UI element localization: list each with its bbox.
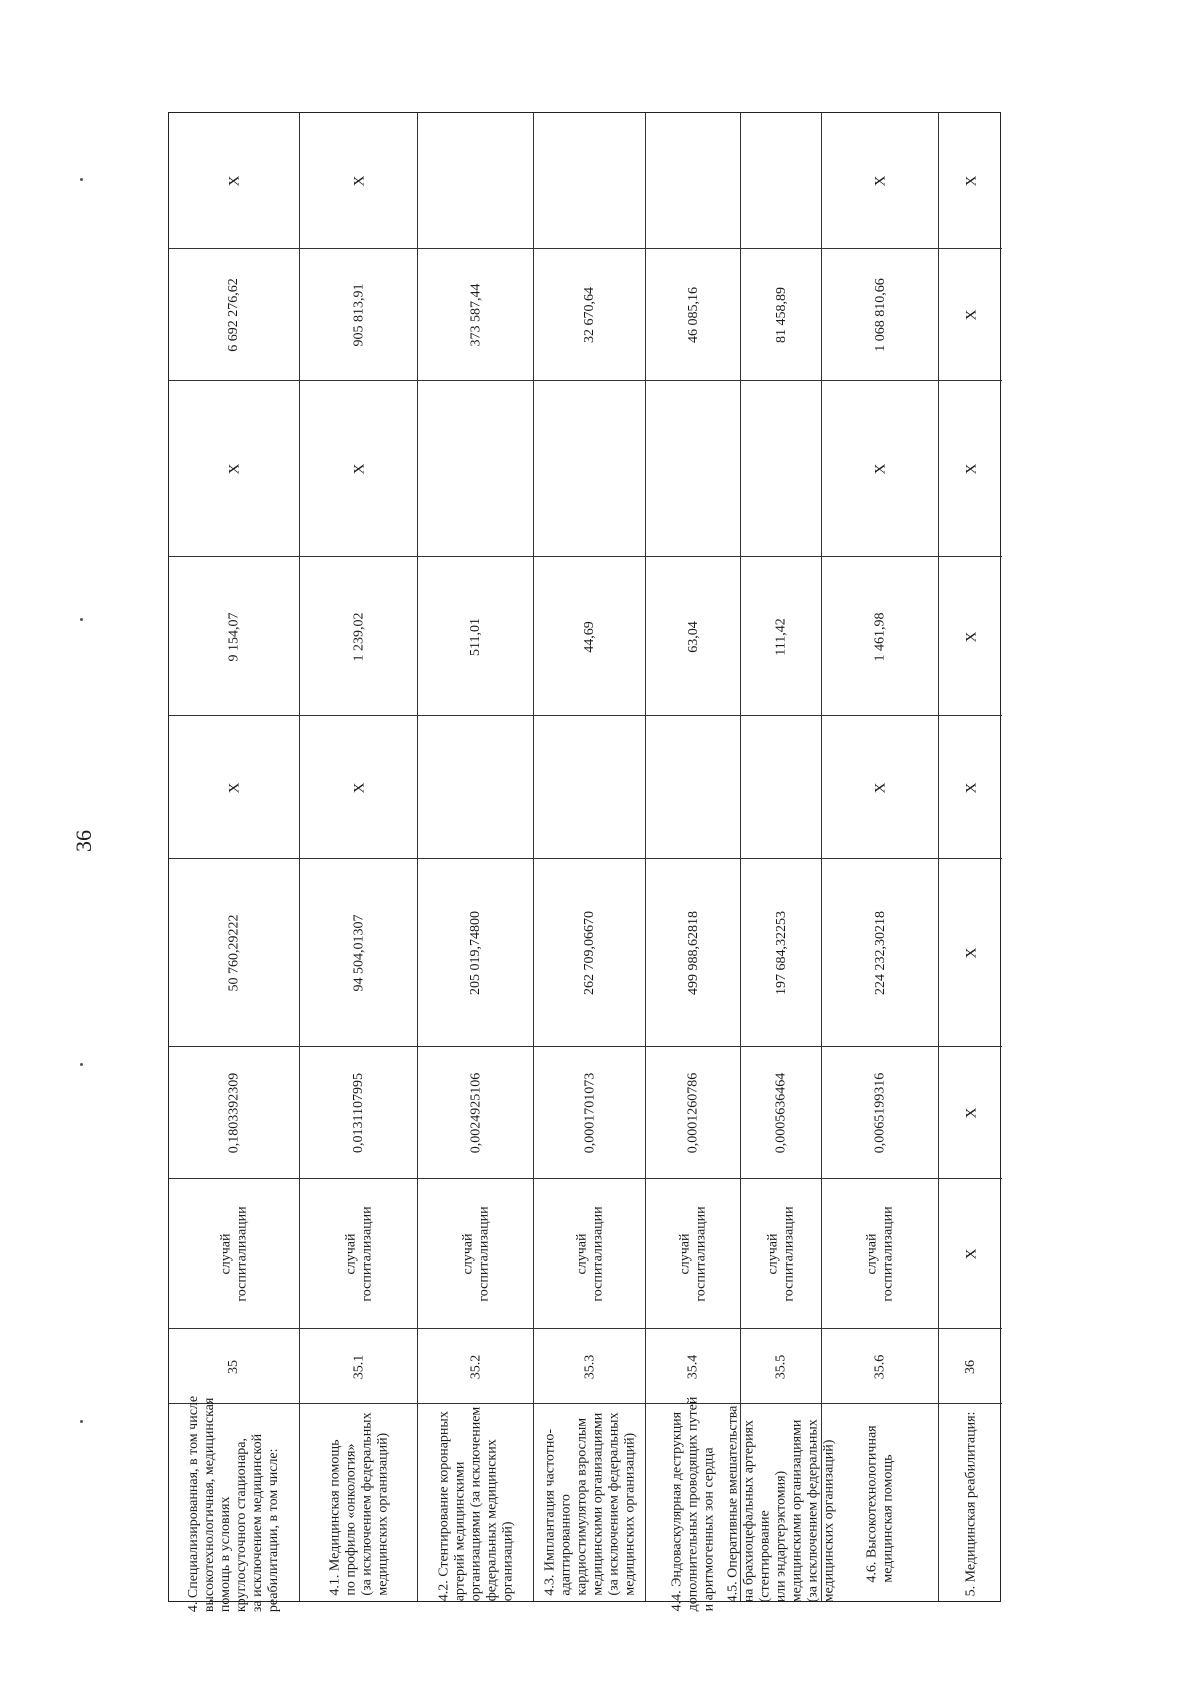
- unit-cell-text: случай госпитализации: [765, 1206, 797, 1302]
- table-row: [533, 113, 645, 1601]
- col10-cell: [741, 113, 821, 248]
- cost-cell-text: 205 019,74800: [468, 911, 483, 995]
- unit-cell: [646, 1178, 740, 1328]
- cost-cell-text: 499 988,62818: [685, 911, 701, 995]
- col9-cell-text: 6 692 276,62: [225, 278, 241, 352]
- col7-cell-text: 111,42: [773, 617, 789, 656]
- col7-cell: [939, 556, 1002, 715]
- col7-cell: [169, 556, 299, 715]
- scan-speck: [80, 1063, 83, 1066]
- norm-cell-text: 0,1803392309: [225, 1072, 241, 1154]
- col10-cell: [939, 113, 1002, 248]
- col9-cell-text: X: [962, 309, 979, 321]
- col9-cell: [534, 248, 645, 380]
- col7-cell: [741, 556, 821, 715]
- row-code: [822, 1328, 938, 1403]
- unit-cell: [822, 1178, 938, 1328]
- row-label: [822, 1403, 938, 1603]
- row-code-text: 35: [226, 1359, 241, 1374]
- row-code-text: 35.5: [773, 1354, 789, 1379]
- col7-cell: [300, 556, 417, 715]
- row-label: [725, 1403, 837, 1603]
- norm-cell-text: 0,0005636464: [773, 1072, 789, 1154]
- norm-cell: [741, 1046, 821, 1178]
- cost-cell-text: 262 709,06670: [582, 911, 597, 995]
- col10-cell-text: X: [962, 175, 979, 186]
- col6-cell-text: X: [350, 782, 367, 793]
- col6-cell: [300, 715, 417, 858]
- col8-cell-text: X: [225, 463, 242, 475]
- col6-cell: [534, 715, 645, 858]
- col8-cell: [169, 380, 299, 556]
- row-code: [300, 1328, 417, 1403]
- norm-cell: [939, 1046, 1002, 1178]
- unit-cell: [741, 1178, 821, 1328]
- norm-cell-text: 0,0024925106: [467, 1072, 483, 1154]
- row-label-text: 4. Специализированная, в том числе высокотехнологичная, медицинская помощь в условиях круглосуточного стационара, за исключением медицинской реабилитации, в том числе:: [186, 1395, 282, 1613]
- col6-cell: [418, 715, 533, 858]
- cost-cell: [646, 858, 740, 1046]
- norm-cell: [646, 1046, 740, 1178]
- unit-cell: [169, 1178, 299, 1328]
- unit-cell: [300, 1178, 417, 1328]
- page-number: 36: [71, 830, 96, 852]
- col10-cell: [822, 113, 938, 248]
- cost-cell-text: X: [962, 947, 979, 959]
- col9-cell-text: 373 587,44: [468, 283, 483, 347]
- cost-cell: [939, 858, 1002, 1046]
- unit-cell-text: случай госпитализации: [864, 1206, 896, 1302]
- col8-cell: [534, 380, 645, 556]
- col8-cell-text: X: [350, 463, 367, 475]
- scan-speck: [80, 1420, 83, 1423]
- cost-cell-text: 224 232,30218: [872, 911, 888, 995]
- col6-cell: [939, 715, 1002, 858]
- col9-cell-text: 46 085,16: [685, 287, 701, 343]
- unit-cell-text: X: [962, 1248, 979, 1260]
- table-row: [645, 113, 740, 1612]
- col8-cell: [741, 380, 821, 556]
- col7-cell-text: 9 154,07: [226, 612, 241, 661]
- row-code: [534, 1328, 645, 1403]
- row-label: [169, 1395, 299, 1613]
- col9-cell: [300, 248, 417, 380]
- row-label: [300, 1403, 417, 1603]
- col10-cell-text: X: [350, 175, 367, 186]
- row-label-text: 4.6. Высокотехнологичная медицинская помощь: [864, 1425, 896, 1583]
- col10-cell: [646, 113, 740, 248]
- unit-cell-text: случай госпитализации: [677, 1206, 709, 1302]
- col9-cell-text: 81 458,89: [773, 287, 789, 343]
- row-code: [939, 1328, 1002, 1403]
- col7-cell-text: 1 461,98: [872, 612, 888, 661]
- col10-cell-text: X: [225, 175, 242, 186]
- row-code-text: 35.3: [581, 1354, 597, 1379]
- col10-cell: [169, 113, 299, 248]
- row-code: [646, 1328, 740, 1403]
- cost-cell-text: 50 760,29222: [226, 914, 241, 992]
- col7-cell: [822, 556, 938, 715]
- col9-cell-text: 1 068 810,66: [872, 278, 888, 352]
- unit-cell: [418, 1178, 533, 1328]
- col10-cell-text: X: [872, 175, 889, 186]
- row-code: [169, 1328, 299, 1403]
- col6-cell: [646, 715, 740, 858]
- table-row: [725, 113, 837, 1603]
- col7-cell: [646, 556, 740, 715]
- col8-cell: [822, 380, 938, 556]
- unit-cell: [939, 1178, 1002, 1328]
- col9-cell: [822, 248, 938, 380]
- unit-cell-text: случай госпитализации: [574, 1206, 606, 1302]
- col9-cell: [939, 248, 1002, 380]
- col7-cell-text: 44,69: [581, 620, 597, 653]
- cost-cell: [534, 858, 645, 1046]
- cost-cell: [418, 858, 533, 1046]
- cost-cell-text: 197 684,32253: [773, 911, 789, 995]
- col6-cell-text: X: [225, 782, 242, 793]
- scan-speck: [80, 618, 83, 621]
- row-label-text: 4.2. Стентирование коронарных артерий медицинскими организациями (за исключением федеральных медицинских организаций): [435, 1406, 515, 1602]
- norm-cell-text: 0,0065199316: [872, 1072, 888, 1154]
- norm-cell: [822, 1046, 938, 1178]
- col10-cell: [300, 113, 417, 248]
- col10-cell: [418, 113, 533, 248]
- row-code-text: 35.1: [350, 1354, 366, 1379]
- col9-cell: [418, 248, 533, 380]
- row-label-text: 4.5. Оперативные вмешательства на брахиоцефальных артериях (стентирование или эндартерэктомия) медицинскими организациями (за исключением федеральных медицинских организаций): [725, 1405, 837, 1603]
- norm-cell: [169, 1046, 299, 1178]
- unit-cell-text: случай госпитализации: [218, 1206, 250, 1302]
- table-row: [417, 113, 533, 1601]
- row-label: [939, 1403, 1002, 1603]
- col9-cell-text: 32 670,64: [582, 287, 597, 343]
- unit-cell-text: случай госпитализации: [343, 1206, 375, 1302]
- col7-cell-text: 1 239,02: [351, 612, 366, 661]
- col7-cell-text: 511,01: [467, 617, 483, 656]
- cost-cell: [741, 858, 821, 1046]
- scan-speck: [80, 178, 83, 181]
- row-code-text: 35.6: [872, 1354, 888, 1379]
- row-label-text: 4.4. Эндоваскулярная деструкция дополнительных проводящих путей и аритмогенных зон сердца: [669, 1396, 717, 1612]
- norm-cell: [300, 1046, 417, 1178]
- col9-cell-text: 905 813,91: [351, 283, 366, 347]
- norm-cell: [534, 1046, 645, 1178]
- col8-cell-text: X: [872, 463, 889, 475]
- col8-cell: [939, 380, 1002, 556]
- row-label: [418, 1403, 533, 1603]
- col7-cell: [418, 556, 533, 715]
- row-label: [534, 1403, 645, 1603]
- table-row: [299, 113, 417, 1601]
- row-code-text: 35.4: [685, 1354, 701, 1379]
- table-row: [938, 113, 1002, 1601]
- row-label-text: 4.3. Имплантация частотно- адаптированного кардиостимулятора взрослым медицинскими организациями (за исключением федеральных медицинских организаций): [542, 1412, 638, 1596]
- row-label-text: 4.1. Медицинская помощь по профилю «онкология» (за исключением федеральных медицинских организаций): [327, 1412, 391, 1596]
- row-label-text: 5. Медицинская реабилитация:: [962, 1411, 978, 1597]
- row-code: [418, 1328, 533, 1403]
- row-code-text: 35.2: [467, 1354, 483, 1379]
- cost-cell-text: 94 504,01307: [351, 914, 366, 992]
- table-row: [821, 113, 938, 1601]
- col9-cell: [169, 248, 299, 380]
- unit-cell: [534, 1178, 645, 1328]
- col6-cell: [822, 715, 938, 858]
- col6-cell: [741, 715, 821, 858]
- unit-cell-text: случай госпитализации: [460, 1206, 492, 1302]
- table-row: [169, 113, 299, 1613]
- norm-cell-text: 0,0001260786: [685, 1072, 701, 1154]
- cost-cell: [169, 858, 299, 1046]
- col7-cell-text: X: [962, 631, 979, 642]
- norm-cell-text: 0,0131107995: [350, 1073, 366, 1153]
- col6-cell-text: X: [872, 782, 889, 793]
- norm-cell: [418, 1046, 533, 1178]
- col7-cell: [534, 556, 645, 715]
- col8-cell: [300, 380, 417, 556]
- col6-cell: [169, 715, 299, 858]
- data-table: [168, 112, 1001, 1613]
- col8-cell: [418, 380, 533, 556]
- row-code: [741, 1328, 821, 1403]
- cost-cell: [822, 858, 938, 1046]
- col8-cell-text: X: [962, 463, 979, 475]
- norm-cell-text: 0,0001701073: [581, 1072, 597, 1154]
- col10-cell: [534, 113, 645, 248]
- col7-cell-text: 63,04: [685, 620, 701, 653]
- col8-cell: [646, 380, 740, 556]
- row-code-text: 36: [963, 1359, 978, 1374]
- norm-cell-text: X: [962, 1107, 979, 1119]
- col6-cell-text: X: [962, 782, 979, 793]
- cost-cell: [300, 858, 417, 1046]
- col9-cell: [741, 248, 821, 380]
- col9-cell: [646, 248, 740, 380]
